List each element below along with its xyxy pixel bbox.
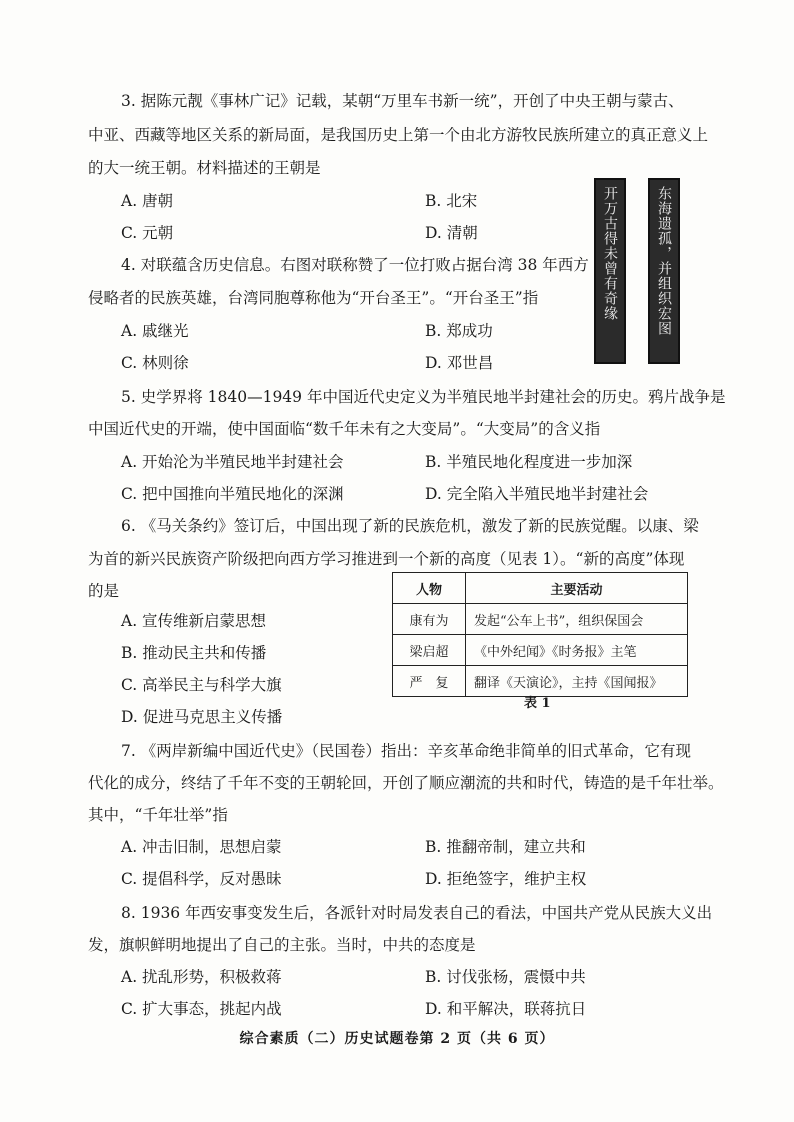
q6-option-a: A. 宣传维新启蒙思想 [121,612,267,630]
q8-option-d: D. 和平解决，联蒋抗日 [425,1000,587,1018]
q7-option-d: D. 拒绝签字，维护主权 [425,870,587,888]
q8-option-b: B. 讨伐张杨，震慑中共 [425,968,586,986]
table-header-person: 人物 [393,573,466,604]
table-row [393,604,688,635]
q4-line-2: 侵略者的民族英雄，台湾同胞尊称他为“开台圣王”。“开台圣王”指 [88,289,539,307]
q7-option-b: B. 推翻帝制，建立共和 [425,838,586,856]
q7-option-a: A. 冲击旧制，思想启蒙 [121,838,282,856]
q3-option-d: D. 清朝 [425,224,478,242]
q7-line-1: 7. 《两岸新编中国近代史》（民国卷）指出：辛亥革命绝非简单的旧式革命，它有现 [121,742,691,760]
q8-option-a: A. 扰乱形势，积极救蒋 [121,968,282,986]
page-footer: 综合素质（二）历史试题卷第 2 页（共 6 页） [239,1031,555,1047]
couplet-left-text: 开万古得未曾有奇缘 [602,186,618,321]
q3-option-c: C. 元朝 [121,224,174,242]
q3-option-a: A. 唐朝 [121,192,174,210]
table-cell-person: 康有为 [393,604,466,635]
q7-line-2: 代化的成分，终结了千年不变的王朝轮回，开创了顺应潮流的共和时代，铸造的是千年壮举。 [88,774,724,792]
table-cell-person: 严 复 [393,666,466,697]
couplet-left-scroll [594,178,626,364]
table-caption: 表 1 [524,696,551,711]
couplet-right-text: 东海遗孤，并组织宏图 [656,186,672,336]
q4-option-a: A. 戚继光 [121,322,189,340]
q6-option-d: D. 促进马克思主义传播 [121,708,283,726]
table-header-activity: 主要活动 [466,573,688,604]
q6-option-c: C. 高举民主与科学大旗 [121,676,282,694]
q5-option-a: A. 开始沦为半殖民地半封建社会 [121,453,344,471]
q6-line-1: 6. 《马关条约》签订后，中国出现了新的民族危机，激发了新的民族觉醒。以康、梁 [121,517,699,535]
table-header-row [393,573,688,604]
q6-line-2: 为首的新兴民族资产阶级把向西方学习推进到一个新的高度（见表 1）。“新的高度”体现 [88,550,685,568]
q5-line-1: 5. 史学界将 1840—1949 年中国近代史定义为半殖民地半封建社会的历史。鸦片战争是 [121,388,726,406]
q8-line-1: 8. 1936 年西安事变发生后，各派针对时局发表自己的看法，中国共产党从民族大义出 [121,904,713,922]
table-cell-activity: 发起“公车上书”，组织保国会 [466,604,688,635]
q6-option-b: B. 推动民主共和传播 [121,644,267,662]
couplet-right-scroll [648,178,680,364]
q4-option-d: D. 邓世昌 [425,354,494,372]
table-cell-activity: 翻译《天演论》，主持《国闻报》 [466,666,688,697]
q8-line-2: 发，旗帜鲜明地提出了自己的主张。当时，中共的态度是 [88,936,476,954]
table-cell-person: 梁启超 [393,635,466,666]
q5-option-d: D. 完全陷入半殖民地半封建社会 [425,485,649,503]
q5-option-b: B. 半殖民地化程度进一步加深 [425,453,633,471]
q4-option-c: C. 林则徐 [121,354,189,372]
table-cell-activity: 《中外纪闻》《时务报》主笔 [466,635,688,666]
q5-line-2: 中国近代史的开端，使中国面临“数千年未有之大变局”。“大变局”的含义指 [88,420,601,438]
q3-line-2: 中亚、西藏等地区关系的新局面，是我国历史上第一个由北方游牧民族所建立的真正意义上 [88,126,709,144]
q4-line-1: 4. 对联蕴含历史信息。右图对联称赞了一位打败占据台湾 38 年西方 [121,256,589,274]
q3-line-3: 的大一统王朝。材料描述的王朝是 [88,159,321,177]
table-1 [392,572,688,697]
q3-line-1: 3. 据陈元靓《事林广记》记载，某朝“万里车书新一统”，开创了中央王朝与蒙古、 [121,92,684,110]
q4-option-b: B. 郑成功 [425,322,493,340]
q3-option-b: B. 北宋 [425,192,478,210]
q5-option-c: C. 把中国推向半殖民地化的深渊 [121,485,344,503]
q7-option-c: C. 提倡科学，反对愚昧 [121,870,282,888]
q8-option-c: C. 扩大事态，挑起内战 [121,1000,282,1018]
q7-line-3: 其中，“千年壮举”指 [88,806,228,824]
q6-line-3: 的是 [88,582,120,600]
table-row [393,635,688,666]
